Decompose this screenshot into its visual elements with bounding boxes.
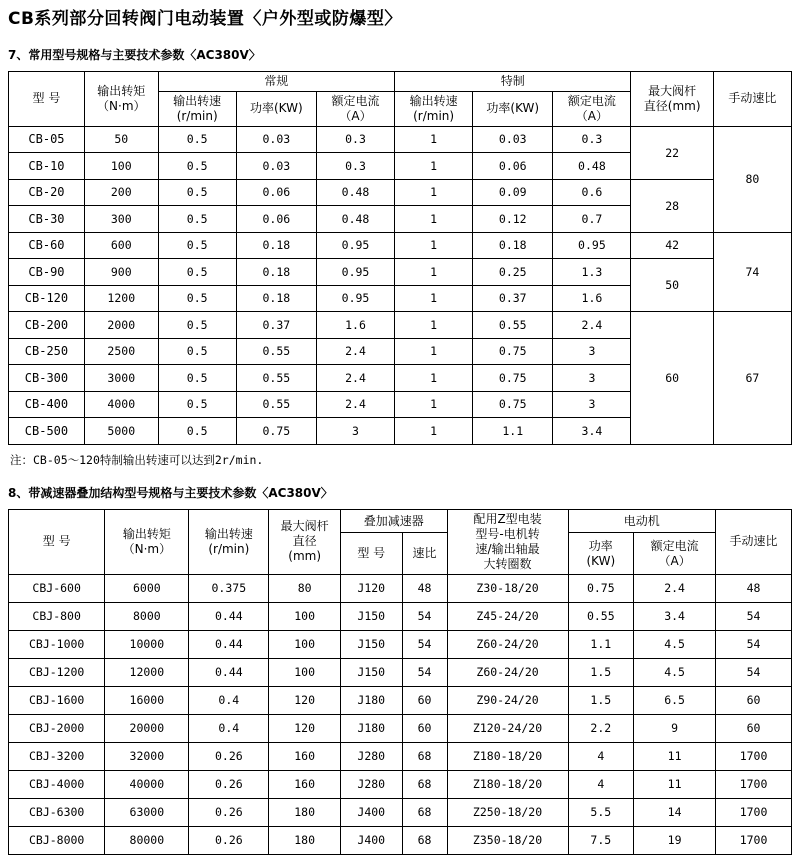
col2-output-speed-line2: (r/min) xyxy=(208,541,250,556)
cell-normal-power: 0.03 xyxy=(236,126,316,153)
cell-special-current: 3.4 xyxy=(553,418,631,445)
col-special-power: 功率(KW) xyxy=(473,91,553,126)
col2-motor-current-line1: 额定电流 xyxy=(650,538,699,553)
cell-special-speed: 1 xyxy=(395,312,473,339)
cell-special-speed: 1 xyxy=(395,285,473,312)
cell2-motor-current: 3.4 xyxy=(634,602,716,630)
cell-special-power: 1.1 xyxy=(473,418,553,445)
cell2-z-config: Z60-24/20 xyxy=(447,630,568,658)
cell2-max-stem-dia: 80 xyxy=(269,574,341,602)
cell-normal-speed: 0.5 xyxy=(158,259,236,286)
col2-z-config-line4: 大转圈数 xyxy=(483,556,532,571)
cell-special-power: 0.37 xyxy=(473,285,553,312)
cell-special-current: 0.3 xyxy=(553,126,631,153)
cell-model: CB-05 xyxy=(9,126,85,153)
cell-normal-speed: 0.5 xyxy=(158,391,236,418)
cell-special-power: 0.06 xyxy=(473,153,553,180)
cell-special-power: 0.09 xyxy=(473,179,553,206)
cell2-max-stem-dia: 100 xyxy=(269,630,341,658)
cell-special-current: 1.3 xyxy=(553,259,631,286)
cell2-max-stem-dia: 180 xyxy=(269,798,341,826)
cell2-output-speed: 0.4 xyxy=(189,686,269,714)
cell-model: CB-300 xyxy=(9,365,85,392)
col2-motor-power xyxy=(568,533,634,574)
cell-special-power: 0.18 xyxy=(473,232,553,259)
cell2-output-torque: 63000 xyxy=(105,798,189,826)
cell2-motor-power: 0.75 xyxy=(568,574,634,602)
col-normal-output-speed xyxy=(158,91,236,126)
section-7-heading: 7、常用型号规格与主要技术参数〈AC380V〉 xyxy=(8,47,261,62)
cell-normal-power: 0.03 xyxy=(236,153,316,180)
cell2-output-speed: 0.44 xyxy=(189,658,269,686)
table-row xyxy=(9,232,792,259)
col-output-torque xyxy=(84,71,158,126)
cell2-model: CBJ-2000 xyxy=(9,714,105,742)
cell2-reducer-model: J180 xyxy=(341,714,402,742)
cell-special-power: 0.55 xyxy=(473,312,553,339)
cell-model: CB-120 xyxy=(9,285,85,312)
cell2-z-config: Z30-18/20 xyxy=(447,574,568,602)
col2-output-torque-line1: 输出转矩 xyxy=(122,526,171,541)
cell-output-torque: 900 xyxy=(84,259,158,286)
cell-normal-current: 1.6 xyxy=(316,312,394,339)
cell2-model: CBJ-6300 xyxy=(9,798,105,826)
table-body-reducer-models xyxy=(9,574,792,854)
cell-manual-ratio: 74 xyxy=(713,232,791,312)
cell-model: CB-20 xyxy=(9,179,85,206)
cell2-max-stem-dia: 120 xyxy=(269,714,341,742)
cell-special-current: 3 xyxy=(553,338,631,365)
cell-normal-current: 0.3 xyxy=(316,126,394,153)
cell-normal-power: 0.55 xyxy=(236,365,316,392)
cell-normal-speed: 0.5 xyxy=(158,153,236,180)
cell2-max-stem-dia: 180 xyxy=(269,826,341,854)
col2-output-speed-line1: 输出转速 xyxy=(204,526,253,541)
col2-group-reducer: 叠加减速器 xyxy=(341,509,448,533)
cell2-motor-power: 1.5 xyxy=(568,658,634,686)
cell2-reducer-ratio: 54 xyxy=(402,602,447,630)
col-special-output-speed-line1: 输出转速 xyxy=(409,93,458,108)
cell2-reducer-ratio: 60 xyxy=(402,714,447,742)
table-reducer-models xyxy=(8,509,792,855)
cell-special-current: 0.6 xyxy=(553,179,631,206)
table-common-models xyxy=(8,71,792,445)
cell2-model: CBJ-4000 xyxy=(9,770,105,798)
col-normal-current-line1: 额定电流 xyxy=(331,93,380,108)
cell-output-torque: 100 xyxy=(84,153,158,180)
cell-normal-power: 0.06 xyxy=(236,179,316,206)
cell2-manual-ratio: 1700 xyxy=(716,826,792,854)
cell2-motor-power: 4 xyxy=(568,742,634,770)
cell2-max-stem-dia: 120 xyxy=(269,686,341,714)
col2-motor-power-line2: (KW) xyxy=(586,553,616,568)
cell2-output-speed: 0.4 xyxy=(189,714,269,742)
section-7-note: 注：CB-05～120特制输出转速可以达到2r/min. xyxy=(10,452,264,467)
cell2-reducer-ratio: 68 xyxy=(402,770,447,798)
cell-model: CB-500 xyxy=(9,418,85,445)
cell2-output-speed: 0.375 xyxy=(189,574,269,602)
col2-z-config-line2: 型号-电机转 xyxy=(475,526,540,541)
cell2-z-config: Z90-24/20 xyxy=(447,686,568,714)
table-row xyxy=(9,742,792,770)
section-8-table-wrap xyxy=(0,509,800,855)
col-output-torque-line1: 输出转矩 xyxy=(97,83,146,98)
cell-special-current: 0.95 xyxy=(553,232,631,259)
cell-normal-speed: 0.5 xyxy=(158,338,236,365)
cell-special-current: 2.4 xyxy=(553,312,631,339)
col2-max-stem-dia-line1: 最大阀杆 xyxy=(280,519,329,534)
cell2-max-stem-dia: 160 xyxy=(269,770,341,798)
table-header-row-1 xyxy=(9,71,792,91)
col2-group-motor: 电动机 xyxy=(568,509,716,533)
cell-model: CB-30 xyxy=(9,206,85,233)
col-special-output-speed-line2: (r/min) xyxy=(413,108,455,123)
col-normal-output-speed-line1: 输出转速 xyxy=(173,93,222,108)
cell2-manual-ratio: 1700 xyxy=(716,742,792,770)
cell2-motor-current: 4.5 xyxy=(634,658,716,686)
cell2-model: CBJ-800 xyxy=(9,602,105,630)
col2-reducer-model: 型 号 xyxy=(341,533,402,574)
cell-normal-power: 0.55 xyxy=(236,391,316,418)
cell2-motor-power: 0.55 xyxy=(568,602,634,630)
cell-normal-speed: 0.5 xyxy=(158,206,236,233)
col2-z-config xyxy=(447,509,568,574)
cell-special-power: 0.75 xyxy=(473,365,553,392)
col-max-stem-dia xyxy=(631,71,713,126)
col-max-stem-dia-line1: 最大阀杆 xyxy=(648,83,697,98)
table-row xyxy=(9,630,792,658)
cell2-reducer-ratio: 68 xyxy=(402,826,447,854)
col2-motor-current xyxy=(634,533,716,574)
cell-special-speed: 1 xyxy=(395,391,473,418)
cell2-manual-ratio: 54 xyxy=(716,630,792,658)
table-row xyxy=(9,574,792,602)
cell-output-torque: 4000 xyxy=(84,391,158,418)
cell-special-speed: 1 xyxy=(395,259,473,286)
cell-normal-current: 3 xyxy=(316,418,394,445)
cell-normal-current: 0.48 xyxy=(316,179,394,206)
cell-special-speed: 1 xyxy=(395,338,473,365)
col2-max-stem-dia-line2: 直径 xyxy=(292,534,317,549)
table-row xyxy=(9,126,792,153)
cell2-z-config: Z120-24/20 xyxy=(447,714,568,742)
cell-model: CB-200 xyxy=(9,312,85,339)
table-row xyxy=(9,179,792,206)
cell2-manual-ratio: 54 xyxy=(716,602,792,630)
col2-output-speed xyxy=(189,509,269,574)
cell2-z-config: Z350-18/20 xyxy=(447,826,568,854)
table-row xyxy=(9,658,792,686)
cell2-reducer-model: J180 xyxy=(341,686,402,714)
cell-max-stem-dia: 50 xyxy=(631,259,713,312)
cell-normal-power: 0.18 xyxy=(236,259,316,286)
cell-normal-power: 0.18 xyxy=(236,285,316,312)
cell-special-speed: 1 xyxy=(395,365,473,392)
col2-output-torque xyxy=(105,509,189,574)
table-row xyxy=(9,770,792,798)
cell-manual-ratio: 80 xyxy=(713,126,791,232)
cell-normal-current: 0.3 xyxy=(316,153,394,180)
cell-model: CB-250 xyxy=(9,338,85,365)
cell-model: CB-400 xyxy=(9,391,85,418)
cell-model: CB-90 xyxy=(9,259,85,286)
cell-special-speed: 1 xyxy=(395,232,473,259)
cell-normal-speed: 0.5 xyxy=(158,179,236,206)
cell2-motor-power: 2.2 xyxy=(568,714,634,742)
cell-output-torque: 5000 xyxy=(84,418,158,445)
cell2-reducer-model: J280 xyxy=(341,742,402,770)
cell2-reducer-ratio: 48 xyxy=(402,574,447,602)
cell-special-speed: 1 xyxy=(395,206,473,233)
cell-special-current: 0.7 xyxy=(553,206,631,233)
col-output-torque-line2: （N·m） xyxy=(97,98,146,113)
col-normal-current xyxy=(316,91,394,126)
cell-normal-current: 2.4 xyxy=(316,338,394,365)
cell-model: CB-60 xyxy=(9,232,85,259)
cell2-output-torque: 40000 xyxy=(105,770,189,798)
col-normal-output-speed-line2: (r/min) xyxy=(176,108,218,123)
cell-normal-power: 0.37 xyxy=(236,312,316,339)
cell-special-speed: 1 xyxy=(395,153,473,180)
col2-z-config-line3: 速/输出轴最 xyxy=(475,541,540,556)
cell2-manual-ratio: 1700 xyxy=(716,798,792,826)
table2-header-row-1 xyxy=(9,509,792,533)
cell2-reducer-ratio: 60 xyxy=(402,686,447,714)
cell2-output-torque: 32000 xyxy=(105,742,189,770)
section-8-heading: 8、带减速器叠加结构型号规格与主要技术参数〈AC380V〉 xyxy=(8,485,333,500)
cell-special-current: 1.6 xyxy=(553,285,631,312)
cell2-output-speed: 0.26 xyxy=(189,798,269,826)
cell2-motor-current: 19 xyxy=(634,826,716,854)
cell2-reducer-model: J150 xyxy=(341,630,402,658)
cell2-reducer-model: J150 xyxy=(341,658,402,686)
cell-max-stem-dia: 42 xyxy=(631,232,713,259)
cell-normal-current: 0.95 xyxy=(316,232,394,259)
cell2-model: CBJ-1600 xyxy=(9,686,105,714)
cell2-motor-power: 7.5 xyxy=(568,826,634,854)
cell2-output-speed: 0.26 xyxy=(189,770,269,798)
cell-output-torque: 300 xyxy=(84,206,158,233)
cell2-output-torque: 12000 xyxy=(105,658,189,686)
cell2-output-speed: 0.26 xyxy=(189,826,269,854)
cell-output-torque: 3000 xyxy=(84,365,158,392)
cell2-z-config: Z180-18/20 xyxy=(447,742,568,770)
cell2-model: CBJ-1200 xyxy=(9,658,105,686)
cell2-motor-current: 14 xyxy=(634,798,716,826)
cell-special-speed: 1 xyxy=(395,126,473,153)
cell2-output-torque: 80000 xyxy=(105,826,189,854)
cell2-output-speed: 0.26 xyxy=(189,742,269,770)
col2-model: 型 号 xyxy=(9,509,105,574)
cell-normal-current: 2.4 xyxy=(316,391,394,418)
cell-normal-speed: 0.5 xyxy=(158,126,236,153)
cell2-output-speed: 0.44 xyxy=(189,630,269,658)
col-special-current-line1: 额定电流 xyxy=(567,93,616,108)
cell-output-torque: 200 xyxy=(84,179,158,206)
cell-special-speed: 1 xyxy=(395,179,473,206)
table-row xyxy=(9,798,792,826)
cell2-motor-power: 4 xyxy=(568,770,634,798)
cell2-output-torque: 10000 xyxy=(105,630,189,658)
table-row xyxy=(9,259,792,286)
cell-normal-current: 2.4 xyxy=(316,365,394,392)
cell2-reducer-ratio: 54 xyxy=(402,658,447,686)
cell-normal-current: 0.48 xyxy=(316,206,394,233)
cell2-model: CBJ-3200 xyxy=(9,742,105,770)
cell-normal-speed: 0.5 xyxy=(158,418,236,445)
cell2-motor-current: 6.5 xyxy=(634,686,716,714)
cell-output-torque: 50 xyxy=(84,126,158,153)
cell-output-torque: 1200 xyxy=(84,285,158,312)
cell2-motor-power: 1.1 xyxy=(568,630,634,658)
cell2-max-stem-dia: 100 xyxy=(269,602,341,630)
cell2-z-config: Z45-24/20 xyxy=(447,602,568,630)
cell2-model: CBJ-600 xyxy=(9,574,105,602)
cell-model: CB-10 xyxy=(9,153,85,180)
cell2-motor-current: 2.4 xyxy=(634,574,716,602)
col-special-current-line2: （A） xyxy=(575,108,609,123)
cell-max-stem-dia: 60 xyxy=(631,312,713,445)
col-special-current xyxy=(553,91,631,126)
cell2-reducer-model: J120 xyxy=(341,574,402,602)
cell2-z-config: Z250-18/20 xyxy=(447,798,568,826)
cell2-z-config: Z180-18/20 xyxy=(447,770,568,798)
cell-normal-speed: 0.5 xyxy=(158,285,236,312)
col-special-output-speed xyxy=(395,91,473,126)
cell-normal-speed: 0.5 xyxy=(158,232,236,259)
cell-output-torque: 2500 xyxy=(84,338,158,365)
cell2-reducer-ratio: 68 xyxy=(402,798,447,826)
page-title: CB系列部分回转阀门电动装置〈户外型或防爆型〉 xyxy=(8,9,402,29)
col2-max-stem-dia-line3: (mm) xyxy=(288,549,322,564)
cell2-reducer-model: J280 xyxy=(341,770,402,798)
cell2-reducer-model: J400 xyxy=(341,798,402,826)
cell2-max-stem-dia: 100 xyxy=(269,658,341,686)
cell2-manual-ratio: 48 xyxy=(716,574,792,602)
cell-special-power: 0.25 xyxy=(473,259,553,286)
cell2-output-speed: 0.44 xyxy=(189,602,269,630)
table-row xyxy=(9,826,792,854)
cell2-model: CBJ-8000 xyxy=(9,826,105,854)
section-7-table-wrap xyxy=(0,71,800,445)
col2-manual-ratio: 手动速比 xyxy=(716,509,792,574)
cell-special-power: 0.12 xyxy=(473,206,553,233)
cell-special-current: 3 xyxy=(553,365,631,392)
col-normal-current-line2: （A） xyxy=(339,108,372,123)
cell-output-torque: 600 xyxy=(84,232,158,259)
col2-motor-power-line1: 功率 xyxy=(588,538,613,553)
cell2-output-torque: 20000 xyxy=(105,714,189,742)
table-row xyxy=(9,602,792,630)
cell2-z-config: Z60-24/20 xyxy=(447,658,568,686)
table-row xyxy=(9,714,792,742)
cell-normal-speed: 0.5 xyxy=(158,365,236,392)
cell-normal-current: 0.95 xyxy=(316,285,394,312)
cell-max-stem-dia: 28 xyxy=(631,179,713,232)
cell2-output-torque: 16000 xyxy=(105,686,189,714)
cell2-motor-current: 9 xyxy=(634,714,716,742)
col2-output-torque-line2: （N·m） xyxy=(122,541,172,556)
cell-special-power: 0.75 xyxy=(473,338,553,365)
table-row xyxy=(9,312,792,339)
col2-reducer-ratio: 速比 xyxy=(402,533,447,574)
col-model: 型 号 xyxy=(9,71,85,126)
cell-max-stem-dia: 22 xyxy=(631,126,713,179)
cell-normal-speed: 0.5 xyxy=(158,312,236,339)
cell-special-speed: 1 xyxy=(395,418,473,445)
col-max-stem-dia-line2: 直径(mm) xyxy=(643,98,701,113)
cell-special-power: 0.03 xyxy=(473,126,553,153)
cell-special-current: 3 xyxy=(553,391,631,418)
cell-normal-power: 0.75 xyxy=(236,418,316,445)
cell2-reducer-model: J400 xyxy=(341,826,402,854)
col2-z-config-line1: 配用Z型电装 xyxy=(473,511,542,526)
cell-normal-power: 0.55 xyxy=(236,338,316,365)
cell-manual-ratio: 67 xyxy=(713,312,791,445)
cell2-motor-current: 11 xyxy=(634,742,716,770)
cell2-manual-ratio: 54 xyxy=(716,658,792,686)
col-normal-power: 功率(KW) xyxy=(236,91,316,126)
cell2-motor-power: 5.5 xyxy=(568,798,634,826)
cell2-motor-current: 4.5 xyxy=(634,630,716,658)
col2-motor-current-line2: （A） xyxy=(658,553,691,568)
cell-normal-power: 0.06 xyxy=(236,206,316,233)
table-row xyxy=(9,686,792,714)
cell2-reducer-model: J150 xyxy=(341,602,402,630)
cell2-output-torque: 6000 xyxy=(105,574,189,602)
cell2-motor-power: 1.5 xyxy=(568,686,634,714)
col2-max-stem-dia xyxy=(269,509,341,574)
cell2-motor-current: 11 xyxy=(634,770,716,798)
cell2-manual-ratio: 60 xyxy=(716,714,792,742)
cell-normal-current: 0.95 xyxy=(316,259,394,286)
cell2-reducer-ratio: 54 xyxy=(402,630,447,658)
cell2-max-stem-dia: 160 xyxy=(269,742,341,770)
cell-output-torque: 2000 xyxy=(84,312,158,339)
col-manual-ratio: 手动速比 xyxy=(713,71,791,126)
cell2-reducer-ratio: 68 xyxy=(402,742,447,770)
cell-special-current: 0.48 xyxy=(553,153,631,180)
cell2-model: CBJ-1000 xyxy=(9,630,105,658)
col-group-normal: 常规 xyxy=(158,71,394,91)
cell-normal-power: 0.18 xyxy=(236,232,316,259)
cell2-output-torque: 8000 xyxy=(105,602,189,630)
cell-special-power: 0.75 xyxy=(473,391,553,418)
cell2-manual-ratio: 60 xyxy=(716,686,792,714)
cell2-manual-ratio: 1700 xyxy=(716,770,792,798)
table-body-common-models xyxy=(9,126,792,444)
col-group-special: 特制 xyxy=(395,71,631,91)
